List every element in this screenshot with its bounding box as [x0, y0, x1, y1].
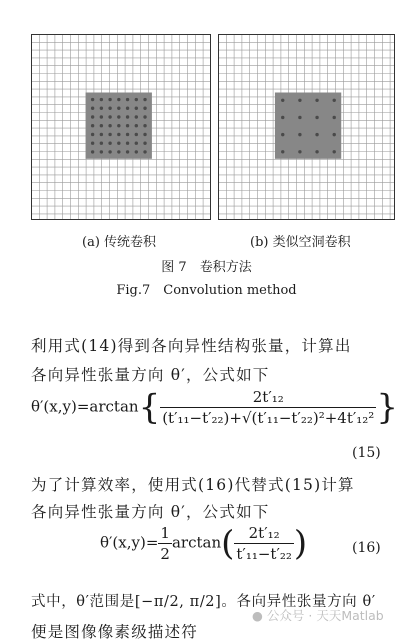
kernel-sample-dot — [91, 98, 94, 101]
equation-15: θ′(x,y)=arctan{ $\frac{\text{2t′₁₂}}{\text{(t′₁₁−t′₂₂)+√(t′₁₁−t′₂₂)²+4t′₁₂²}}$ } — [31, 387, 398, 428]
kernel-sample-dot — [281, 99, 284, 102]
kernel-sample-dot — [100, 124, 103, 127]
kernel-sample-dot — [281, 133, 284, 136]
kernel-sample-dot — [135, 150, 138, 153]
paragraph3-line1: 式中，θ′范围是[−π/2, π/2]。各向异性张量方向 θ′ — [31, 594, 376, 610]
kernel-sample-dot — [100, 150, 103, 153]
kernel-sample-dot — [91, 107, 94, 110]
kernel-sample-dot — [298, 116, 301, 119]
eq16-numerator: 2t′₁₂ — [248, 524, 280, 542]
panel-dilated-convolution — [218, 34, 395, 220]
wechat-icon: ● — [252, 608, 263, 623]
eq16-number: (16) — [352, 540, 381, 556]
paragraph1-line1: 利用式(14)得到各向异性结构张量，计算出 — [31, 337, 352, 355]
kernel-sample-dot — [117, 133, 120, 136]
kernel-sample-dot — [143, 107, 146, 110]
kernel-sample-dot — [117, 98, 120, 101]
kernel-sample-dot — [91, 150, 94, 153]
eq16-denominator: t′₁₁−t′₂₂ — [236, 545, 292, 563]
dilated-convolution-grid — [218, 34, 395, 220]
kernel-sample-dot — [281, 116, 284, 119]
kernel-sample-dot — [315, 150, 318, 153]
kernel-sample-dot — [126, 142, 129, 145]
kernel-sample-dot — [108, 124, 111, 127]
kernel-sample-dot — [333, 99, 336, 102]
kernel-sample-dot — [315, 133, 318, 136]
watermark — [252, 606, 384, 624]
eq16-lhs: θ′(x,y)= — [100, 533, 159, 552]
kernel-sample-dot — [135, 115, 138, 118]
equation-16: θ′(x,y)= $\frac{1}{2}$ arctan( $\frac{\text{2t′₁₂}}{\text{t′₁₁−t′₂₂}}$ ) — [100, 523, 308, 564]
kernel-sample-dot — [315, 99, 318, 102]
panel-traditional-convolution — [31, 34, 211, 220]
kernel-sample-dot — [100, 142, 103, 145]
kernel-sample-dot — [143, 98, 146, 101]
kernel-sample-dot — [333, 116, 336, 119]
kernel-sample-dot — [143, 133, 146, 136]
kernel-sample-dot — [108, 98, 111, 101]
panel-b-caption: (b) 类似空洞卷积 — [250, 235, 351, 250]
kernel-sample-dot — [108, 115, 111, 118]
traditional-convolution-grid — [31, 34, 211, 220]
kernel-sample-dot — [126, 150, 129, 153]
panel-a-caption: (a) 传统卷积 — [82, 235, 157, 250]
eq16-fn: arctan — [171, 533, 222, 552]
kernel-sample-dot — [143, 115, 146, 118]
kernel-sample-dot — [298, 99, 301, 102]
kernel-sample-dot — [100, 133, 103, 136]
kernel-sample-dot — [281, 150, 284, 153]
kernel-sample-dot — [117, 150, 120, 153]
kernel-sample-dot — [108, 133, 111, 136]
kernel-sample-dot — [108, 107, 111, 110]
kernel-sample-dot — [135, 133, 138, 136]
kernel-sample-dot — [333, 133, 336, 136]
watermark-text: 公众号 · 天天Matlab — [266, 608, 384, 623]
kernel-sample-dot — [126, 107, 129, 110]
figure-title-en: Fig.7 Convolution method — [116, 283, 297, 298]
kernel-sample-dot — [298, 133, 301, 136]
kernel-sample-dot — [117, 107, 120, 110]
kernel-sample-dot — [100, 98, 103, 101]
kernel-sample-dot — [333, 150, 336, 153]
kernel-sample-dot — [135, 98, 138, 101]
kernel-sample-dot — [298, 150, 301, 153]
kernel-sample-dot — [117, 115, 120, 118]
kernel-sample-dot — [91, 115, 94, 118]
kernel-sample-dot — [126, 133, 129, 136]
kernel-sample-dot — [91, 142, 94, 145]
paragraph3-line2: 便是图像像素级描述符 — [31, 623, 199, 641]
kernel-sample-dot — [143, 124, 146, 127]
kernel-sample-dot — [91, 133, 94, 136]
kernel-sample-dot — [135, 124, 138, 127]
eq15-numerator: 2t′₁₂ — [252, 388, 284, 406]
eq15-lhs: θ′(x,y)=arctan — [31, 397, 139, 416]
figure-title-cn: 图 7 卷积方法 — [161, 260, 252, 275]
kernel-sample-dot — [108, 150, 111, 153]
kernel-sample-dot — [117, 124, 120, 127]
kernel-sample-dot — [143, 142, 146, 145]
paragraph2-line2: 各向异性张量方向 θ′，公式如下 — [31, 503, 270, 521]
kernel-region — [275, 93, 341, 159]
kernel-sample-dot — [91, 124, 94, 127]
kernel-sample-dot — [315, 116, 318, 119]
kernel-sample-dot — [135, 107, 138, 110]
eq16-coef-den: 2 — [160, 545, 170, 563]
kernel-sample-dot — [143, 150, 146, 153]
paragraph2-line1: 为了计算效率，使用式(16)代替式(15)计算 — [31, 476, 355, 494]
eq16-coef-num: 1 — [160, 524, 170, 542]
eq15-number: (15) — [352, 445, 381, 461]
paragraph1-line2: 各向异性张量方向 θ′，公式如下 — [31, 366, 270, 384]
kernel-sample-dot — [117, 142, 120, 145]
eq15-denominator: (t′₁₁−t′₂₂)+√(t′₁₁−t′₂₂)²+4t′₁₂² — [162, 409, 375, 427]
kernel-sample-dot — [126, 124, 129, 127]
kernel-sample-dot — [126, 115, 129, 118]
kernel-sample-dot — [108, 142, 111, 145]
kernel-sample-dot — [100, 115, 103, 118]
kernel-sample-dot — [100, 107, 103, 110]
kernel-sample-dot — [126, 98, 129, 101]
kernel-sample-dot — [135, 142, 138, 145]
